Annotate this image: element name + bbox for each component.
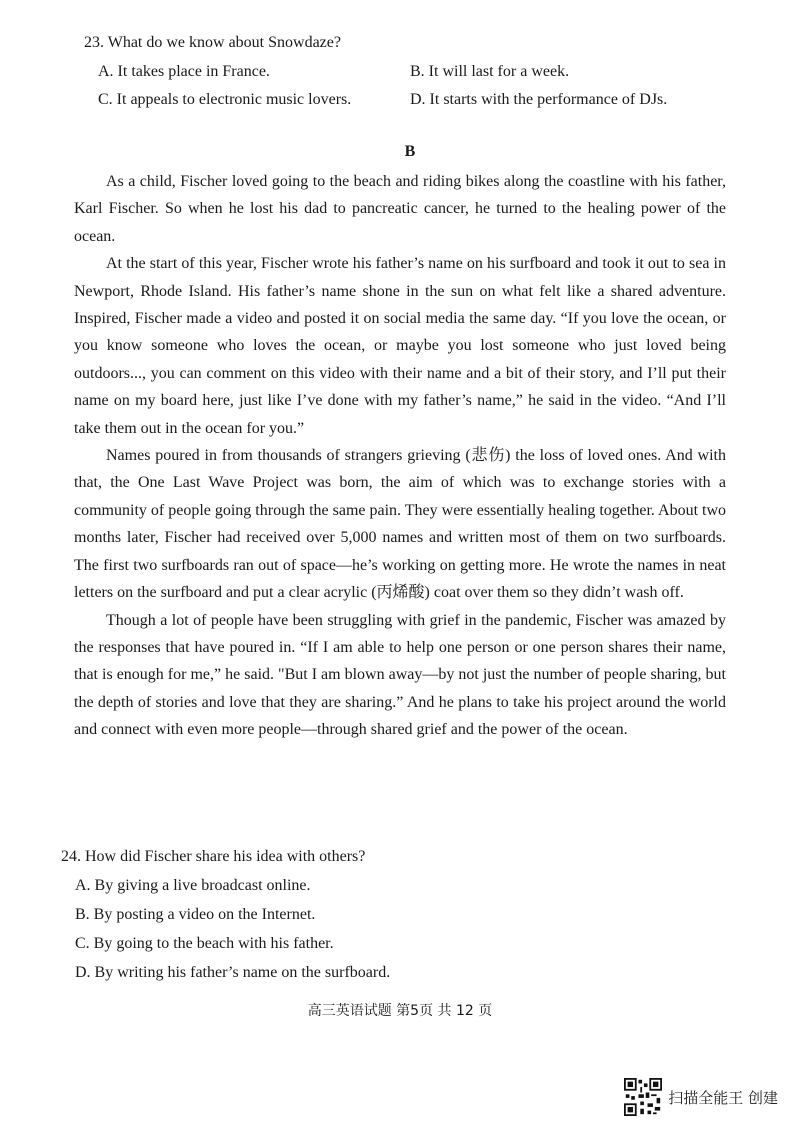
page-footer: 高三英语试题 第5页 共 12 页 bbox=[307, 1003, 493, 1019]
question-24-options bbox=[75, 876, 701, 983]
question-24 bbox=[61, 846, 701, 992]
qr-code-icon bbox=[624, 1078, 662, 1116]
question-24-option-c: C. By going to the beach with his father. bbox=[75, 935, 334, 952]
passage-paragraph: Though a lot of people have been struggling with grief in the pandemic, Fischer was amazed by the responses that have poured in. “If I am able to help one person or one person shares their name, that is enough for me,” he said. "But I am blown away—by not just the number of people sharing, but the depth of stories and love that they are sharing.” And he plans to take his project around the world and connect with even more people—through shared grief and the power of the ocean. bbox=[74, 611, 726, 739]
reading-passage bbox=[74, 168, 726, 744]
question-24-option-d: D. By writing his father’s name on the surfboard. bbox=[75, 964, 391, 981]
question-24-stem: 24. How did Fischer share his idea with others? bbox=[61, 848, 366, 865]
question-23-option-a: A. It takes place in France. bbox=[98, 63, 270, 80]
scanner-watermark bbox=[624, 1078, 778, 1116]
question-23-stem: 23. What do we know about Snowdaze? bbox=[84, 34, 341, 51]
question-23-option-d: D. It starts with the performance of DJs. bbox=[410, 91, 668, 108]
watermark-label: 扫描全能王 创建 bbox=[668, 1088, 778, 1107]
question-23 bbox=[84, 32, 734, 110]
passage-paragraph: As a child, Fischer loved going to the beach and riding bikes along the coastline with his father, Karl Fischer. So when he lost his dad to pancreatic cancer, he turned to the healing power of the ocean. bbox=[74, 173, 726, 245]
question-24-option-b: B. By posting a video on the Internet. bbox=[75, 906, 316, 923]
question-23-option-c: C. It appeals to electronic music lovers. bbox=[98, 91, 352, 108]
section-heading: B bbox=[404, 143, 416, 160]
passage-paragraph: Names poured in from thousands of strangers grieving (悲伤) the loss of loved ones. And with that, the One Last Wave Project was born, the aim of which was to exchange stories with a community of people going through the same pain. They were essentially healing together. About two months later, Fischer had received over 5,000 names and written most of them on two surfboards. The first two surfboards ran out of space—he’s working on getting more. He wrote the names in neat letters on the surfboard and put a clear acrylic (丙烯酸) coat over them so they didn’t wash off. bbox=[74, 447, 727, 602]
question-23-options bbox=[98, 62, 734, 110]
passage-paragraph: At the start of this year, Fischer wrote his father’s name on his surfboard and took it out to sea in Newport, Rhode Island. His father’s name shone in the sun on what felt like a shared adventure. Inspired, Fischer made a video and posted it on social media the same day. “If you love the ocean, or you know someone who loves the ocean, or maybe you lost someone who just loved being outdoors..., you can comment on this video with their name and a bit of their story, and I’ll put their name on my board here, just like I’ve done with my father’s name,” he said in the video. “And I’ll take them out in the ocean for you.” bbox=[74, 255, 726, 437]
question-24-option-a: A. By giving a live broadcast online. bbox=[75, 877, 311, 894]
question-23-option-b: B. It will last for a week. bbox=[410, 63, 570, 80]
